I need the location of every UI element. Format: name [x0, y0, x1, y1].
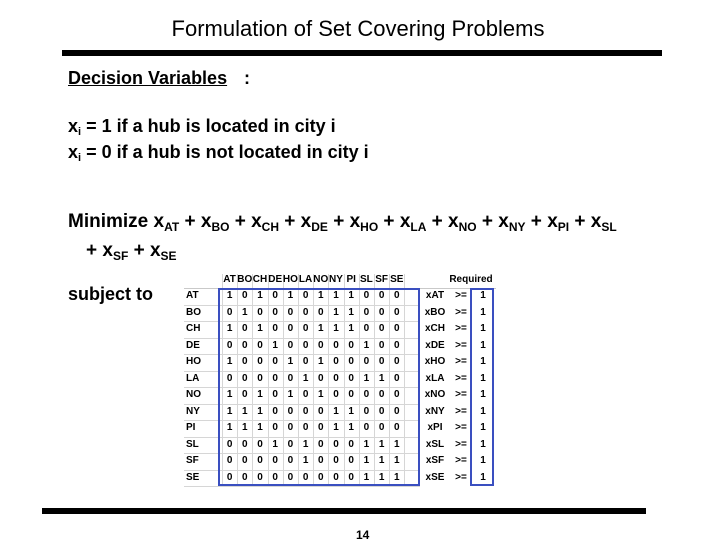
- objective-term-subscript: CH: [261, 220, 280, 234]
- row-label-ch: CH: [186, 323, 201, 334]
- row-relation: >=: [455, 422, 467, 433]
- row-label-bo: BO: [186, 306, 201, 318]
- row-required-value: 1: [480, 306, 486, 318]
- plus-sign: +: [179, 211, 201, 232]
- matrix-cell: 1: [333, 306, 339, 318]
- matrix-cell: 0: [302, 323, 309, 334]
- matrix-cell: 0: [242, 323, 248, 334]
- plus-sign: +: [426, 211, 449, 232]
- row-expression: xHO: [424, 356, 446, 367]
- grid-line: [184, 486, 420, 487]
- objective-term-sl: $x_{SL}$: [590, 211, 617, 234]
- matrix-cell: 0: [226, 438, 233, 450]
- row-required-value: 1: [480, 290, 486, 301]
- row-expression: xSL: [425, 438, 445, 450]
- row-relation: >=: [455, 471, 467, 483]
- matrix-cell: 1: [348, 422, 354, 433]
- matrix-cell: 1: [378, 471, 385, 483]
- row-label-de: DE: [186, 339, 200, 351]
- objective-function: [68, 210, 617, 268]
- matrix-cell: 0: [242, 455, 248, 466]
- matrix-cell: 0: [242, 471, 248, 483]
- objective-term-de: $x_{DE}$: [300, 211, 328, 234]
- matrix-cell: 1: [394, 455, 400, 466]
- matrix-cell: 1: [226, 422, 233, 433]
- row-required-value: 1: [480, 422, 486, 433]
- matrix-cell: 0: [257, 471, 263, 483]
- matrix-cell: 0: [302, 471, 309, 483]
- matrix-cell: 0: [272, 389, 278, 400]
- var-text: = 1 if a hub is located in city i: [81, 116, 336, 136]
- row-relation: >=: [455, 389, 467, 400]
- matrix-cell: 0: [378, 290, 385, 301]
- variable-definition-2: [68, 142, 369, 164]
- matrix-cell: 0: [363, 356, 370, 367]
- matrix-cell: 1: [257, 422, 263, 433]
- matrix-cell: 1: [287, 356, 294, 367]
- row-required-value: 1: [480, 455, 486, 466]
- plus-sign: +: [86, 240, 103, 261]
- matrix-cell: 0: [272, 372, 278, 384]
- objective-term-subscript: BO: [211, 220, 230, 234]
- matrix-cell: 0: [257, 455, 263, 466]
- matrix-cell: 0: [363, 389, 370, 400]
- matrix-cell: 1: [226, 389, 233, 400]
- objective-term-subscript: PI: [557, 220, 570, 234]
- var-sub: i: [78, 152, 82, 164]
- subject-to-label: subject to: [68, 284, 154, 304]
- matrix-cell: 0: [242, 339, 248, 351]
- matrix-cell: 0: [348, 356, 354, 367]
- matrix-cell: 0: [318, 306, 324, 318]
- matrix-cell: 1: [226, 290, 233, 301]
- matrix-cell: 0: [257, 306, 263, 318]
- matrix-cell: 1: [287, 290, 294, 301]
- page-number: 14: [356, 528, 370, 542]
- row-relation: >=: [455, 372, 467, 384]
- matrix-cell: 1: [318, 323, 324, 334]
- matrix-cell: 0: [272, 422, 278, 433]
- column-header-bo: BO: [237, 274, 253, 285]
- matrix-cell: 1: [302, 372, 309, 384]
- matrix-cell: 0: [363, 290, 370, 301]
- objective-line-1: [68, 210, 617, 239]
- column-header-no: NO: [313, 274, 329, 285]
- matrix-cell: 1: [242, 405, 248, 417]
- row-expression: xNO: [424, 389, 446, 400]
- matrix-cell: 0: [348, 372, 354, 384]
- objective-term-bo: $x_{BO}$: [200, 211, 230, 234]
- var-sub: i: [78, 126, 82, 138]
- row-relation: >=: [455, 339, 467, 351]
- matrix-cell: 1: [363, 471, 370, 483]
- row-relation: >=: [455, 455, 467, 466]
- row-label-se: SE: [186, 471, 200, 483]
- matrix-cell: 1: [394, 471, 400, 483]
- row-expression: xDE: [425, 339, 445, 351]
- objective-term-subscript: NO: [458, 220, 477, 234]
- matrix-cell: 0: [287, 455, 294, 466]
- row-label-no: NO: [186, 389, 201, 400]
- row-relation: >=: [455, 290, 467, 301]
- objective-term-subscript: NY: [508, 220, 526, 234]
- matrix-cell: 0: [287, 339, 294, 351]
- matrix-cell: 0: [333, 372, 339, 384]
- matrix-cell: 0: [226, 372, 233, 384]
- matrix-cell: 1: [226, 405, 233, 417]
- row-relation: >=: [455, 356, 467, 367]
- objective-term-no: $x_{NO}$: [448, 211, 477, 234]
- matrix-cell: 1: [302, 438, 309, 450]
- row-expression: xCH: [424, 323, 445, 334]
- row-required-value: 1: [480, 339, 486, 351]
- column-header-pi: PI: [346, 274, 356, 285]
- row-label-sf: SF: [186, 455, 199, 466]
- matrix-cell: 0: [302, 339, 309, 351]
- matrix-cell: 0: [226, 471, 233, 483]
- matrix-cell: 0: [226, 455, 233, 466]
- row-label-pi: PI: [186, 422, 196, 433]
- matrix-cell: 0: [242, 356, 248, 367]
- column-header-se: SE: [390, 274, 404, 285]
- matrix-cell: 0: [242, 389, 248, 400]
- matrix-cell: 1: [226, 323, 233, 334]
- matrix-cell: 1: [318, 290, 324, 301]
- matrix-cell: 0: [333, 339, 339, 351]
- matrix-cell: 0: [318, 372, 324, 384]
- top-rule: [62, 50, 662, 56]
- matrix-cell: 0: [394, 339, 400, 351]
- matrix-cell: 1: [287, 389, 294, 400]
- row-relation: >=: [455, 405, 467, 417]
- matrix-cell: 1: [378, 372, 385, 384]
- matrix-cell: 0: [394, 422, 400, 433]
- matrix-cell: 0: [242, 290, 248, 301]
- matrix-cell: 0: [318, 455, 324, 466]
- decision-variables-heading: Decision Variables: [68, 68, 228, 88]
- row-label-at: AT: [186, 290, 199, 301]
- matrix-cell: 0: [318, 405, 324, 417]
- matrix-cell: 0: [394, 389, 400, 400]
- matrix-cell: 0: [287, 471, 294, 483]
- matrix-cell: 1: [302, 455, 309, 466]
- matrix-cell: 1: [272, 438, 278, 450]
- matrix-cell: 0: [378, 306, 385, 318]
- plus-sign: +: [569, 211, 591, 232]
- row-expression: xAT: [425, 290, 445, 301]
- matrix-cell: 1: [348, 323, 354, 334]
- matrix-cell: 0: [363, 422, 370, 433]
- matrix-cell: 0: [287, 306, 294, 318]
- matrix-cell: 0: [272, 306, 278, 318]
- matrix-cell: 1: [348, 405, 354, 417]
- matrix-cell: 1: [333, 422, 339, 433]
- objective-term-se: $x_{SE}$: [149, 240, 177, 263]
- matrix-cell: 0: [333, 389, 339, 400]
- column-header-sl: SL: [360, 274, 373, 285]
- constraint-matrix: [184, 274, 496, 490]
- matrix-cell: 0: [378, 422, 385, 433]
- matrix-cell: 0: [348, 471, 354, 483]
- plus-sign: +: [128, 240, 150, 261]
- matrix-cell: 0: [318, 471, 324, 483]
- matrix-cell: 0: [226, 306, 233, 318]
- row-relation: >=: [455, 438, 467, 450]
- column-header-la: LA: [298, 274, 313, 285]
- objective-term-sf: $x_{SF}$: [102, 240, 129, 263]
- row-expression: xSF: [425, 455, 445, 466]
- matrix-cell: 0: [333, 438, 339, 450]
- objective-term-ny: $x_{NY}$: [498, 211, 526, 234]
- matrix-cell: 0: [287, 405, 294, 417]
- row-expression: xNY: [425, 405, 445, 417]
- matrix-cell: 0: [318, 339, 324, 351]
- matrix-cell: 1: [257, 323, 263, 334]
- matrix-cell: 1: [318, 356, 324, 367]
- plus-sign: +: [229, 211, 252, 232]
- matrix-cell: 1: [363, 438, 370, 450]
- var-x: x: [68, 116, 79, 136]
- matrix-cell: 0: [394, 323, 400, 334]
- objective-term-subscript: SL: [601, 220, 617, 234]
- decision-variables-colon: :: [244, 68, 250, 88]
- objective-term-subscript: HO: [360, 220, 379, 234]
- objective-prefix: Minimize: [68, 211, 154, 232]
- matrix-cell: 0: [287, 372, 294, 384]
- matrix-cell: 0: [333, 471, 339, 483]
- matrix-cell: 1: [348, 306, 354, 318]
- matrix-cell: 0: [318, 422, 324, 433]
- matrix-cell: 1: [378, 438, 385, 450]
- matrix-cell: 0: [226, 339, 233, 351]
- matrix-cell: 1: [333, 323, 339, 334]
- matrix-cell: 0: [363, 323, 370, 334]
- matrix-cell: 1: [394, 438, 400, 450]
- matrix-cell: 1: [257, 389, 263, 400]
- required-header: Required: [449, 274, 493, 285]
- matrix-cell: 1: [348, 290, 354, 301]
- objective-term-la: $x_{LA}$: [399, 211, 427, 234]
- bottom-rule: [42, 508, 646, 514]
- row-required-value: 1: [480, 471, 486, 483]
- row-label-ho: HO: [186, 356, 201, 367]
- objective-term-at: $x_{AT}$: [153, 211, 180, 234]
- matrix-cell: 0: [348, 339, 354, 351]
- matrix-cell: 0: [333, 455, 339, 466]
- row-relation: >=: [455, 306, 467, 318]
- row-expression: xBO: [424, 306, 446, 318]
- objective-term-pi: $x_{PI}$: [547, 211, 570, 234]
- matrix-cell: 0: [272, 323, 278, 334]
- objective-term-subscript: SE: [160, 249, 177, 263]
- matrix-cell: 0: [272, 405, 278, 417]
- matrix-cell: 0: [363, 306, 370, 318]
- matrix-cell: 0: [272, 356, 278, 367]
- matrix-cell: 0: [287, 323, 294, 334]
- matrix-cell: 0: [302, 356, 309, 367]
- matrix-cell: 0: [257, 356, 263, 367]
- row-required-value: 1: [480, 405, 486, 417]
- matrix-cell: 0: [394, 405, 400, 417]
- var-x: x: [68, 142, 79, 162]
- matrix-cell: 0: [394, 372, 400, 384]
- matrix-cell: 0: [242, 438, 248, 450]
- row-label-la: LA: [186, 372, 200, 384]
- matrix-cell: 0: [348, 438, 354, 450]
- slide-title: Formulation of Set Covering Problems: [171, 16, 545, 41]
- objective-line-2: [68, 239, 617, 268]
- column-header-ho: HO: [282, 274, 298, 285]
- var-text: = 0 if a hub is not located in city i: [81, 142, 369, 162]
- matrix-cell: 0: [302, 405, 309, 417]
- matrix-cell: 0: [378, 389, 385, 400]
- row-required-value: 1: [480, 323, 486, 334]
- matrix-cell: 1: [318, 389, 324, 400]
- matrix-cell: 1: [242, 422, 248, 433]
- matrix-cell: 1: [363, 372, 370, 384]
- row-required-value: 1: [480, 389, 486, 400]
- objective-term-subscript: DE: [311, 220, 328, 234]
- matrix-cell: 0: [302, 389, 309, 400]
- plus-sign: +: [525, 211, 548, 232]
- matrix-cell: 0: [378, 405, 385, 417]
- matrix-cell: 0: [378, 339, 385, 351]
- matrix-cell: 1: [226, 356, 233, 367]
- matrix-cell: 1: [272, 339, 278, 351]
- matrix-cell: 0: [363, 405, 370, 417]
- matrix-cell: 0: [287, 422, 294, 433]
- plus-sign: +: [327, 211, 350, 232]
- objective-term-subscript: LA: [410, 220, 427, 234]
- column-header-ny: NY: [329, 274, 343, 285]
- plus-sign: +: [378, 211, 400, 232]
- matrix-cell: 0: [257, 438, 263, 450]
- row-relation: >=: [455, 323, 467, 334]
- matrix-cell: 0: [302, 290, 309, 301]
- matrix-cell: 1: [257, 290, 263, 301]
- matrix-cell: 0: [302, 306, 309, 318]
- matrix-cell: 1: [242, 306, 248, 318]
- objective-term-ch: $x_{CH}$: [251, 211, 280, 234]
- matrix-cell: 1: [363, 455, 370, 466]
- column-header-de: DE: [268, 274, 283, 285]
- matrix-cell: 0: [242, 372, 248, 384]
- matrix-cell: 1: [363, 339, 370, 351]
- matrix-cell: 1: [333, 290, 339, 301]
- column-header-ch: CH: [252, 274, 268, 285]
- matrix-cell: 0: [394, 356, 400, 367]
- matrix-cell: 0: [333, 356, 339, 367]
- matrix-cell: 0: [272, 471, 278, 483]
- matrix-cell: 0: [257, 372, 263, 384]
- matrix-cell: 0: [257, 339, 263, 351]
- row-expression: xSE: [425, 471, 445, 483]
- matrix-cell: 1: [378, 455, 385, 466]
- objective-term-subscript: AT: [164, 220, 180, 234]
- row-required-value: 1: [480, 356, 486, 367]
- objective-term-ho: $x_{HO}$: [349, 211, 379, 234]
- matrix-cell: 0: [348, 455, 354, 466]
- matrix-cell: 0: [318, 438, 324, 450]
- matrix-cell: 0: [272, 290, 278, 301]
- matrix-cell: 0: [378, 323, 385, 334]
- row-required-value: 1: [480, 372, 486, 384]
- row-label-sl: SL: [186, 438, 199, 450]
- matrix-cell: 0: [378, 356, 385, 367]
- objective-term-subscript: SF: [112, 249, 129, 263]
- matrix-cell: 1: [257, 405, 263, 417]
- matrix-cell: 0: [302, 422, 309, 433]
- matrix-cell: 0: [287, 438, 294, 450]
- variable-definition-1: [68, 116, 336, 138]
- column-header-sf: SF: [375, 274, 388, 285]
- matrix-cell: 0: [394, 306, 400, 318]
- row-label-ny: NY: [186, 405, 200, 417]
- matrix-cell: 1: [333, 405, 339, 417]
- row-required-value: 1: [480, 438, 486, 450]
- plus-sign: +: [476, 211, 499, 232]
- matrix-cell: 0: [272, 455, 278, 466]
- row-expression: xPI: [427, 422, 443, 433]
- matrix-cell: 0: [394, 290, 400, 301]
- matrix-cell: 0: [348, 389, 354, 400]
- column-header-at: AT: [223, 274, 236, 285]
- plus-sign: +: [279, 211, 301, 232]
- row-expression: xLA: [425, 372, 445, 384]
